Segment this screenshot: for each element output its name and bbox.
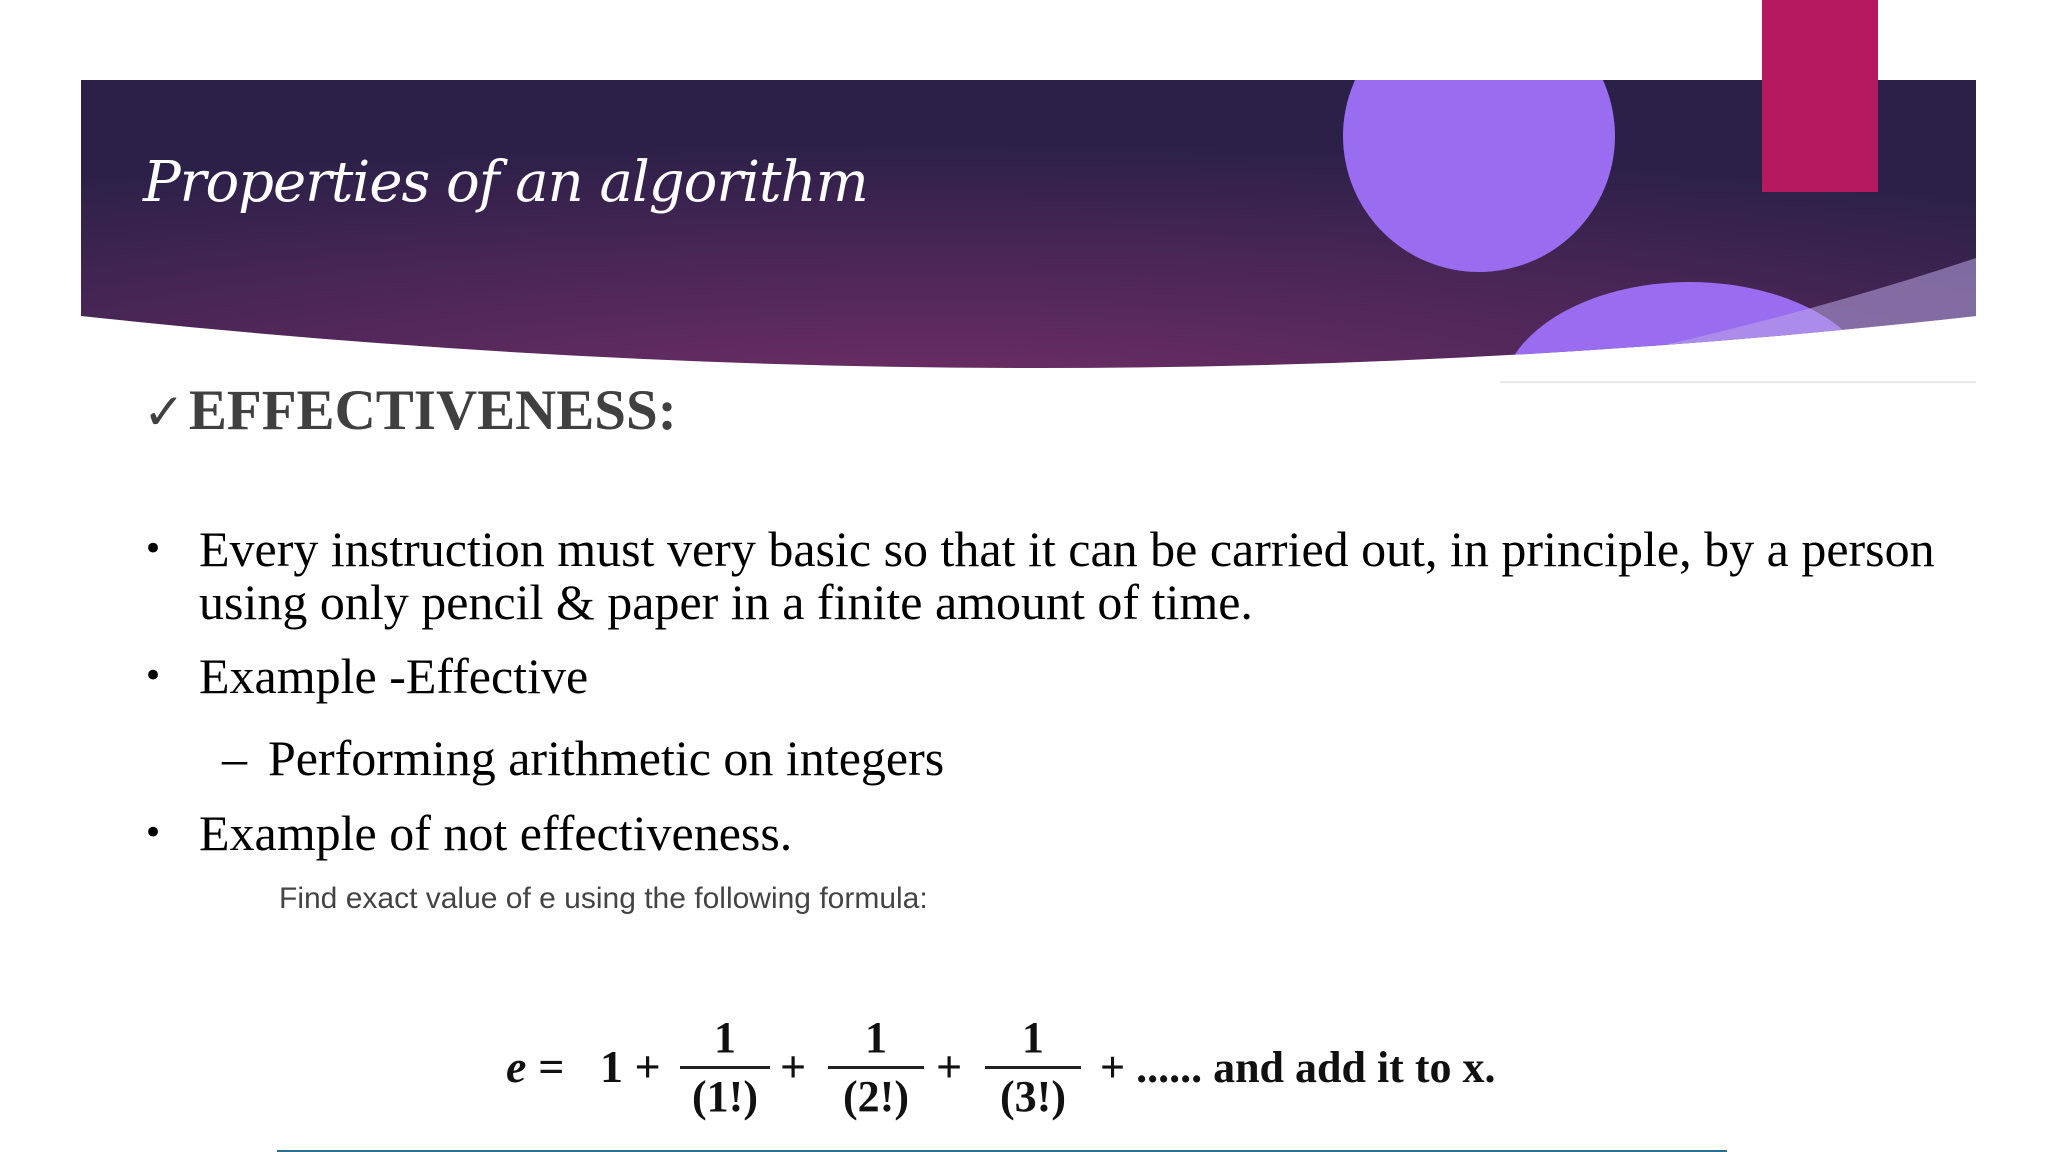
fraction <box>985 1013 1081 1121</box>
fraction <box>828 1013 924 1121</box>
formula-image <box>500 1010 1620 1130</box>
bullet-text: Every instruction must very basic so that it can be carried out, in principle, by a person using only pencil & paper in a finite amount of time. <box>199 521 1935 630</box>
dash-icon: – <box>222 730 247 786</box>
formula-lhs: e = <box>506 1041 565 1092</box>
fraction-bar <box>985 1066 1081 1069</box>
sub-bullet-text: Performing arithmetic on integers <box>268 730 945 786</box>
bullet-dot-icon: • <box>143 656 164 696</box>
fraction-denominator: (3!) <box>1000 1072 1066 1121</box>
formula-plus: + <box>780 1041 807 1092</box>
bullet-text: Example -Effective <box>199 648 589 704</box>
bullet-text: Example of not effectiveness. <box>199 805 793 861</box>
fraction-numerator: 1 <box>1022 1013 1044 1062</box>
bullet-dot-icon: • <box>143 529 164 569</box>
section-heading <box>143 378 677 443</box>
fraction-numerator: 1 <box>865 1013 887 1062</box>
check-icon: ✓ <box>143 383 185 441</box>
fraction-denominator: (1!) <box>692 1072 758 1121</box>
formula-tail: + ...... and add it to x. <box>1100 1043 1496 1092</box>
formula-plus: + <box>936 1041 963 1092</box>
fraction-denominator: (2!) <box>843 1072 909 1121</box>
formula-caption: Find exact value of e using the following formula: <box>279 882 928 915</box>
heading-text: EFFECTIVENESS: <box>188 379 677 442</box>
bullet-dot-icon: • <box>143 813 164 853</box>
fraction <box>680 1013 770 1121</box>
fraction-bar <box>828 1066 924 1069</box>
fraction-bar <box>680 1066 770 1069</box>
sub-bullet-item <box>222 729 944 787</box>
slide-title: Properties of an algorithm <box>143 150 868 215</box>
accent-tab <box>1762 0 1878 192</box>
fraction-numerator: 1 <box>714 1013 736 1062</box>
decor-circle-large <box>1343 0 1615 272</box>
formula-one: 1 + <box>600 1041 661 1092</box>
